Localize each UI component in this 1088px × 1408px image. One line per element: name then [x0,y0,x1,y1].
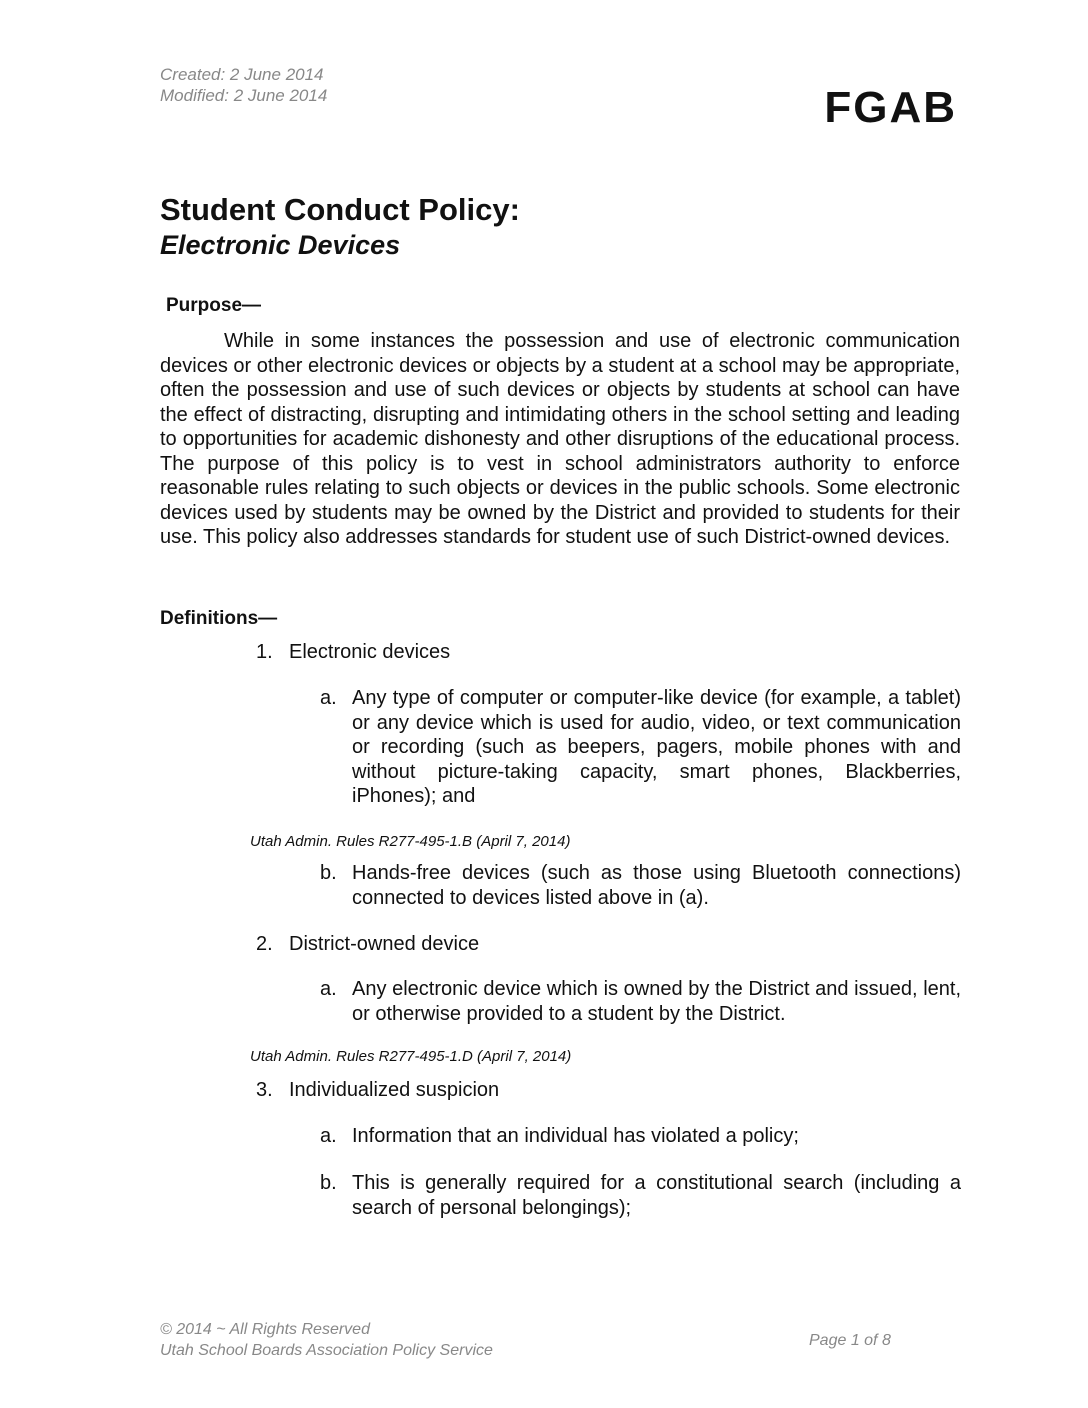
sub-item-text: This is generally required for a constitutional search (including a search of personal belongings); [352,1172,961,1219]
page-subtitle: Electronic Devices [160,230,401,260]
sub-item-text: Any type of computer or computer-like device (for example, a tablet) or any device which is used for audio, video, or text communication or recording (such as beepers, pagers, mobile phones with and without picture-taking capacity, smart phones, Blackberries, iPhones); and [352,687,961,807]
sub-item-letter: a. [320,978,337,1000]
definitions-heading: Definitions— [160,608,278,629]
sub-item-letter: a. [320,1125,337,1147]
sub-item-text: Information that an individual has violated a policy; [352,1125,799,1147]
policy-code: FGAB [824,83,957,132]
definition-term: District-owned device [289,933,480,955]
created-date: Created: 2 June 2014 [160,65,324,84]
sub-item-text: Any electronic device which is owned by the District and issued, lent, or otherwise provided to a student by the District. [352,978,961,1025]
sub-item-text: Hands-free devices (such as those using Bluetooth connections) connected to devices listed above in (a). [352,862,961,909]
citation: Utah Admin. Rules R277-495-1.B (April 7, 2014) [250,833,571,850]
citation: Utah Admin. Rules R277-495-1.D (April 7, 2014) [250,1048,572,1065]
definition-number: 1. [256,641,273,663]
purpose-paragraph [160,329,960,550]
page-title: Student Conduct Policy: [160,192,520,227]
definition-term: Electronic devices [289,641,451,663]
purpose-heading: Purpose— [166,295,262,316]
modified-date: Modified: 2 June 2014 [160,86,328,105]
sub-item-letter: a. [320,687,337,709]
definition-number: 3. [256,1079,273,1101]
sub-item-letter: b. [320,862,337,884]
footer-copyright: © 2014 ~ All Rights Reserved [160,1321,370,1338]
definition-term: Individualized suspicion [289,1079,500,1101]
page-number: Page 1 of 8 [809,1332,891,1349]
definition-number: 2. [256,933,273,955]
purpose-text: While in some instances the possession and use of electronic communication devices or other electronic devices or objects by a student at a school may be appropriate, often the possession and use of such devices or objects by students at school can have the effect of distracting, disrupting and intimidating others in the school setting and leading to opportunities for academic dishonesty and other disruptions of the educational process. The purpose of this policy is to vest in school administrators authority to enforce reasonable rules relating to such objects or devices in the public schools. Some electronic devices used by students may be owned by the District and provided to students for their use. This policy also addresses standards for student use of such District-owned devices. [160,330,960,548]
footer-service: Utah School Boards Association Policy Service [160,1342,493,1359]
sub-item-letter: b. [320,1172,337,1194]
